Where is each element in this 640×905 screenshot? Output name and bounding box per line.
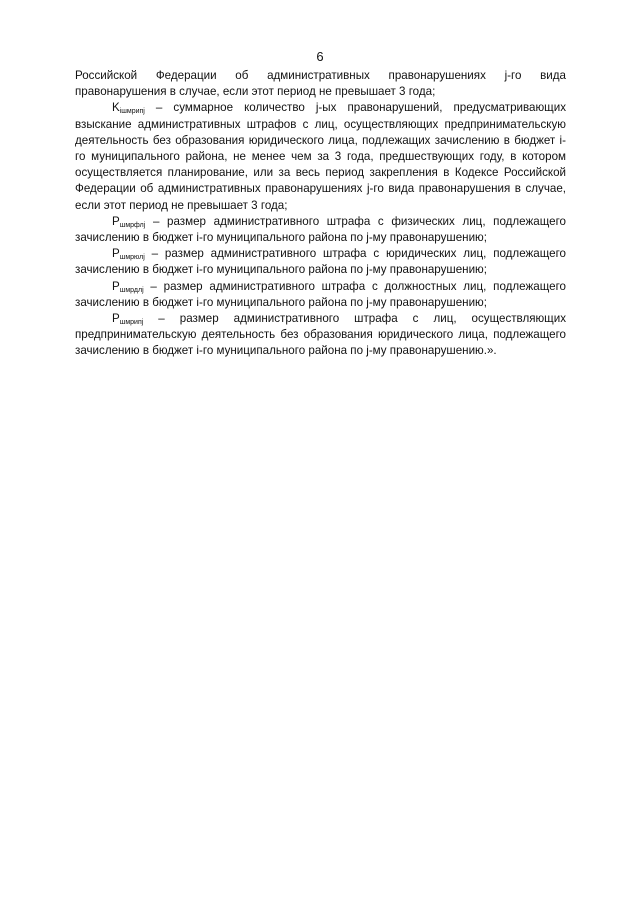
symbol-subscript: шмрюлj [119, 254, 145, 262]
symbol-subscript: шмрипj [119, 319, 144, 327]
symbol-subscript: шмрдлj [119, 286, 144, 294]
page-number: 6 [316, 49, 324, 64]
paragraph-definition-p-yul [75, 246, 566, 278]
paragraph-text: Российской Федерации об административных правонарушениях j-го вида правонарушения в случае, если этот период не превышает 3 года; [75, 69, 566, 99]
symbol-subscript: шмрфлj [119, 221, 146, 229]
paragraph-definition-p-ip [75, 311, 566, 360]
paragraph-definition-k-ip [75, 100, 566, 213]
paragraph-text: – размер административного штрафа с юридических лиц, подлежащего зачислению в бюджет i-го муниципального района по j-му правонарушению; [75, 247, 566, 277]
paragraph-text: – размер административного штрафа с должностных лиц, подлежащего зачислению в бюджет i-го муниципального района по j-му правонарушению; [75, 279, 566, 309]
paragraph-definition-p-dl [75, 279, 566, 311]
paragraph-definition-p-fl [75, 214, 566, 246]
symbol-letter: P [112, 247, 120, 261]
formula-symbol [112, 101, 145, 114]
formula-symbol [112, 215, 145, 228]
formula-symbol [112, 247, 145, 260]
symbol-letter: P [112, 214, 120, 228]
paragraph-text: – размер административного штрафа с лиц, осуществляющих предпринимательскую деятельность без образования юридического лица, подлежащего зачислению в бюджет i-го муниципального района по j-му правонарушению.». [75, 312, 566, 358]
paragraph-text: – суммарное количество j-ых правонарушений, предусматривающих взыскание административных штрафов с лиц, осуществляющих предпринимательскую деятельность без образования юридического лица, подлежащих зачислению в бюджет i-го муниципального района, не менее чем за 3 года, предшествующих году, в котором осуществляется планирование, или за весь период закрепления в Кодексе Российской Федерации об административных правонарушениях j-го вида правонарушения в случае, если этот период не превышает 3 года; [75, 101, 566, 212]
symbol-subscript: iшмрипj [119, 108, 145, 116]
symbol-letter: P [112, 279, 120, 293]
formula-symbol [112, 312, 143, 325]
paragraph-text: – размер административного штрафа с физических лиц, подлежащего зачислению в бюджет i-го муниципального района по j-му правонарушению; [75, 214, 566, 245]
paragraph-continuation [75, 68, 566, 100]
symbol-letter: K [112, 101, 120, 115]
document-body [75, 68, 566, 360]
formula-symbol [112, 280, 144, 293]
symbol-letter: P [112, 312, 120, 326]
